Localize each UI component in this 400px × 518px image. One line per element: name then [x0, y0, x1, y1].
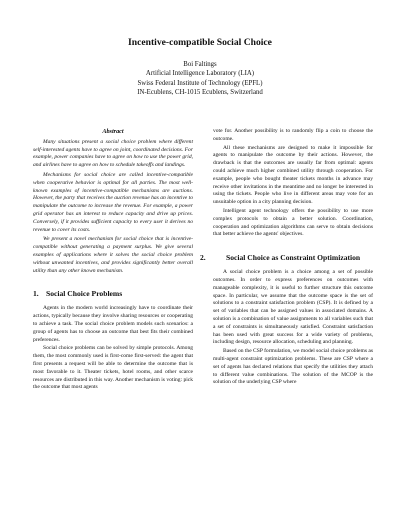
body-paragraph: A social choice problem is a choice among a set of possible outcomes. In order to express preferences on outcomes with manageable complexity, it is useful to further structure this outcome space. In particular, we assume that the outcome space is the set of solutions to a constraint satisfaction problem (CSP). It is defined by a set of variables that can be assigned values in associated domains. A solution is a combination of value assignments to all variables such that a set of constraints is simultaneously satisfied. Constraint satisfaction has been used with great success for a wide variety of problems, including design, resource allocation, scheduling and planning. — [213, 269, 373, 346]
abstract — [33, 128, 193, 275]
body-paragraph: Intelligent agent technology offers the possibility to use more complex protocols to obtain a better solution. Coordination, cooperation and optimization algorithms can serve to obtain decisions that better achieve the agents' objectives. — [213, 207, 373, 238]
body-paragraph: All these mechanisms are designed to make it impossible for agents to manipulate the outcome by their actions. However, the drawback is that the outcomes are usually far from optimal: agents could achieve much higher combined utility through cooperation. For example, people who bought theater tickets months in advance may receive other invitations in the meantime and no longer be interested in using the tickets. People who live in different areas may vote for an unsuitable option in a city planning decision. — [213, 144, 373, 206]
abstract-paragraph: Mechanisms for social choice are called incentive-compatible when cooperative behavior is optimal for all parties. The most well-known examples of incentive-compatible mechanisms are auctions. However, the party that receives the auction revenue has an incentive to manipulate the outcome to increase the revenue. For example, a power grid operator has an interest to reduce capacity and drive up prices. Conversely, if it provides sufficient capacity to every user it derives no revenue to cover its costs. — [33, 171, 193, 233]
author-lab: Artificial Intelligence Laboratory (LIA) — [145, 70, 255, 78]
paper-title: Incentive-compatible Social Choice — [128, 37, 272, 48]
author-address: IN-Ecublens, CH-1015 Ecublens, Switzerland — [137, 88, 263, 96]
section-number: 1. — [33, 289, 39, 299]
right-column — [200, 128, 373, 388]
body-paragraph: vote for. Another possibility is to randomly flip a coin to choose the outcome. — [213, 128, 373, 142]
section-heading — [200, 253, 373, 263]
abstract-paragraph: We present a novel mechanism for social choice that is incentive-compatible without generating a payment surplus. We give several examples of applications where it solves the social choice problem without unwanted incentives, and provides significantly better overall utility than any other known mechanism. — [33, 236, 193, 274]
section-number: 2. — [200, 253, 206, 263]
section-title: Social Choice as Constraint Optimization — [226, 253, 361, 263]
section-heading — [33, 289, 193, 299]
abstract-heading: Abstract — [102, 128, 124, 135]
author-block — [0, 60, 400, 97]
body-paragraph: Agents in the modern world increasingly have to coordinate their actions, typically because they involve sharing resources or cooperating to achieve a task. The social choice problem models such scenarios: a group of agents has to choose an outcome that best fits their combined preferences. — [33, 305, 193, 343]
section-title: Social Choice Problems — [46, 289, 123, 299]
body-paragraph: Based on the CSP formulation, we model social choice problems as multi-agent constraint optimization problems. These are CSP where a set of agents has declared relations that specify the utilities they attach to different value combinations. The solution of the MCOP is the solution of the underlying CSP where — [213, 348, 373, 386]
body-paragraph: Social choice problems can be solved by simple protocols. Among them, the most commonly used is first-come first-served: the agent that first presents a request will be able to determine the outcome that is most favorable to it. Theater tickets, hotel rooms, and other scarce resources are distributed in this way. Another mechanism is voting: pick the outcome that most agents — [33, 345, 194, 391]
left-column — [33, 128, 193, 393]
author-institute: Swiss Federal Institute of Technology (EPFL) — [137, 79, 263, 87]
abstract-paragraph: Many situations present a social choice problem where different self-interested agents have to agree on joint, coordinated decisions. For example, power companies have to agree on how to use the power grid, and airlines have to agree on how to schedule takeoffs and landings. — [33, 138, 193, 169]
author-name: Boi Faltings — [183, 61, 217, 68]
